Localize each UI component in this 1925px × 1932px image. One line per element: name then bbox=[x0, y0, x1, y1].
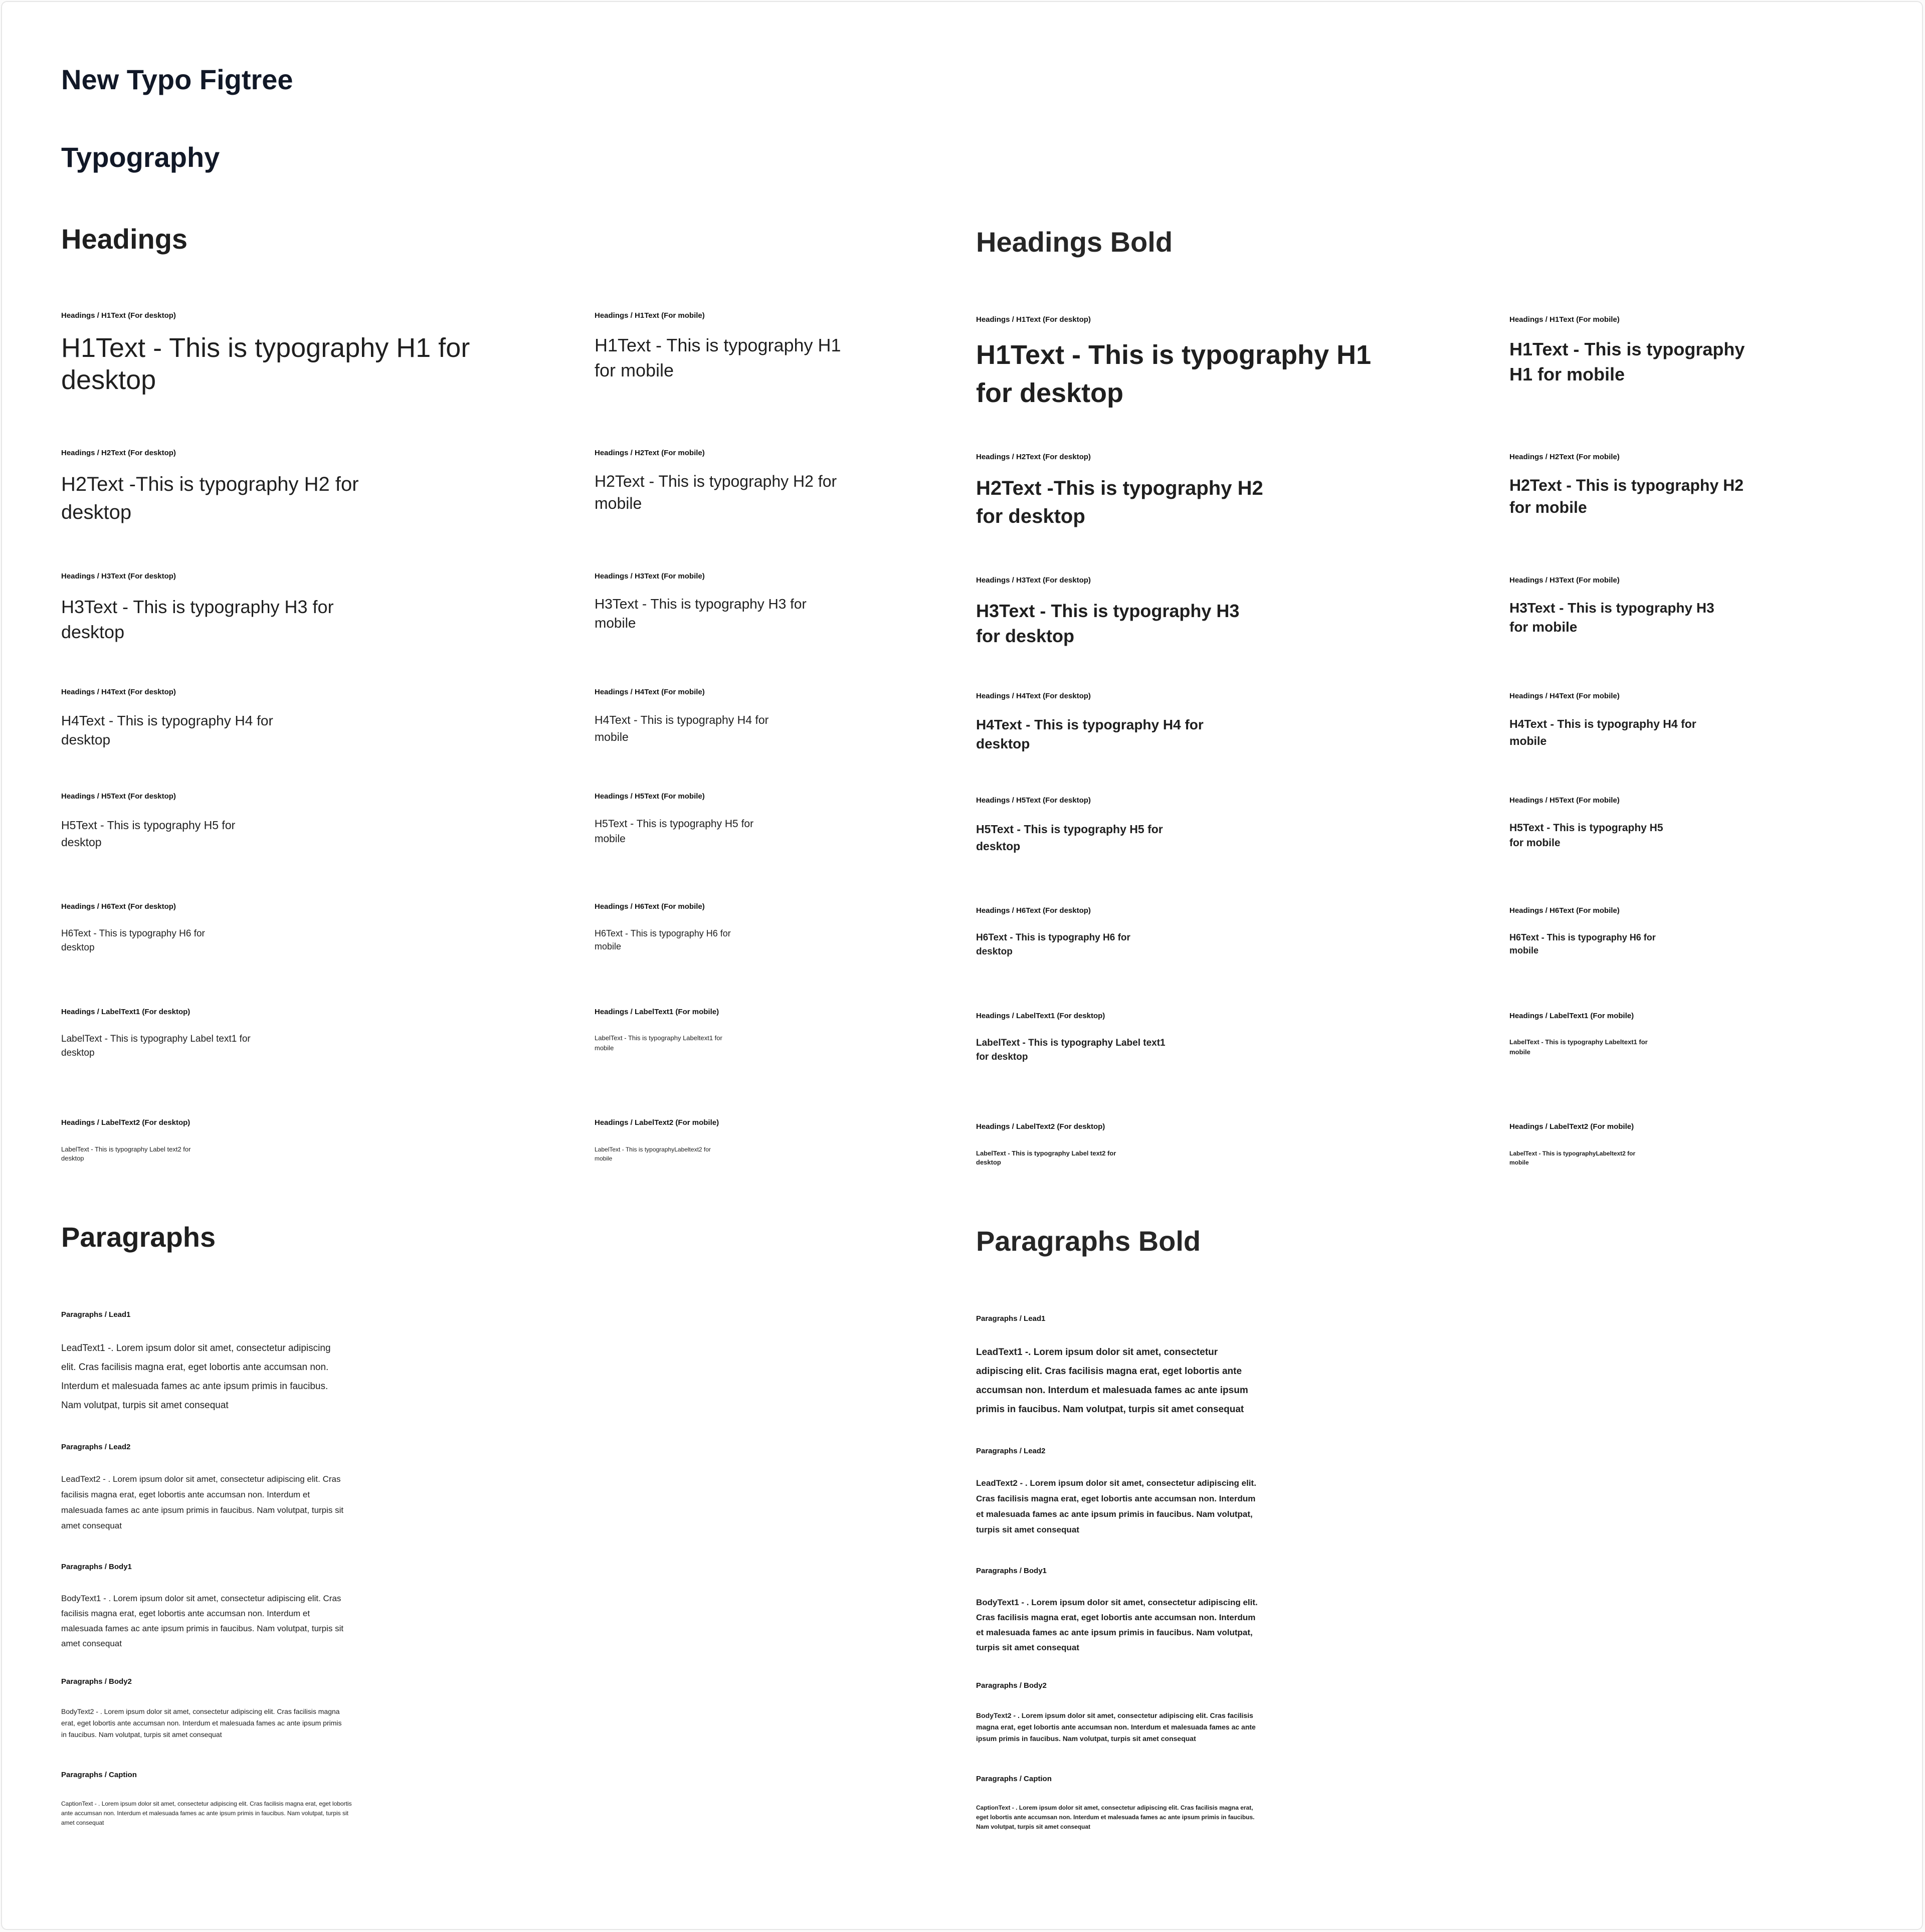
caption-bold-sample bbox=[976, 1775, 1407, 1832]
body1-text: BodyText1 - . Lorem ipsum dolor sit amet, consectetur adipiscing elit. Cras facilisis magna erat, eget lobortis ante accumsan non. Interdum et malesuada fames ac ante ipsum primis in faucibus. Nam volutpat, turpis sit amet consequat bbox=[61, 1594, 344, 1648]
caption-sample bbox=[61, 1771, 492, 1828]
headings-section-title: Headings bbox=[61, 223, 188, 255]
style-label: Headings / H5Text (For desktop) bbox=[61, 792, 176, 801]
style-label: Headings / H1Text (For mobile) bbox=[1509, 315, 1620, 324]
h4-desktop-text: H4Text - This is typography H4 for desktop bbox=[61, 713, 273, 747]
style-label: Headings / H3Text (For desktop) bbox=[976, 576, 1091, 585]
lead1-bold-sample bbox=[976, 1314, 1407, 1419]
label1-desktop-text: LabelText - This is typography Label text1 for desktop bbox=[61, 1034, 251, 1058]
label2-bold-desktop-text: LabelText - This is typography Label text2 for desktop bbox=[976, 1149, 1116, 1166]
h3-bold-mobile-text: H3Text - This is typography H3 for mobile bbox=[1509, 600, 1714, 635]
label1-mobile-sample bbox=[595, 1008, 1026, 1053]
style-label: Paragraphs / Caption bbox=[61, 1771, 137, 1779]
h6-mobile-sample bbox=[595, 902, 1026, 953]
h4-bold-mobile-sample bbox=[1509, 692, 1925, 749]
h4-bold-desktop-sample bbox=[976, 692, 1407, 753]
h4-bold-mobile-text: H4Text - This is typography H4 for mobile bbox=[1509, 717, 1696, 747]
h1-bold-mobile-sample bbox=[1509, 315, 1925, 387]
lead1-text: LeadText1 -. Lorem ipsum dolor sit amet, consectetur adipiscing elit. Cras facilisis magna erat, eget lobortis ante accumsan non. Interdum et malesuada fames ac ante ipsum primis in faucibus. Nam volutpat, turpis sit amet consequat bbox=[61, 1343, 331, 1411]
style-label: Paragraphs / Caption bbox=[976, 1775, 1052, 1783]
style-label: Headings / H2Text (For mobile) bbox=[1509, 453, 1620, 461]
h1-bold-desktop-sample bbox=[976, 315, 1407, 412]
h5-bold-desktop-sample bbox=[976, 796, 1407, 855]
style-label: Headings / LabelText1 (For mobile) bbox=[595, 1008, 719, 1016]
label1-bold-mobile-text: LabelText - This is typography Labeltext1 for mobile bbox=[1509, 1038, 1648, 1056]
typography-title: Typography bbox=[61, 141, 220, 173]
paragraphs-section-title: Paragraphs bbox=[61, 1221, 216, 1253]
style-label: Headings / LabelText2 (For mobile) bbox=[1509, 1122, 1634, 1131]
body2-sample bbox=[61, 1677, 492, 1741]
style-label: Headings / H4Text (For mobile) bbox=[1509, 692, 1620, 700]
lead1-bold-text: LeadText1 -. Lorem ipsum dolor sit amet, consectetur adipiscing elit. Cras facilisis magna erat, eget lobortis ante accumsan non. Interdum et malesuada fames ac ante ipsum primis in faucibus. Nam volutpat, turpis sit amet consequat bbox=[976, 1347, 1248, 1415]
h1-desktop-text: H1Text - This is typography H1 for desktop bbox=[61, 333, 470, 395]
label2-desktop-text: LabelText - This is typography Label text2 for desktop bbox=[61, 1145, 191, 1162]
lead2-bold-text: LeadText2 - . Lorem ipsum dolor sit amet, consectetur adipiscing elit. Cras facilisis magna erat, eget lobortis ante accumsan non. Interdum et malesuada fames ac ante ipsum primis in faucibus. Nam volutpat, turpis sit amet consequat bbox=[976, 1478, 1256, 1534]
label2-mobile-sample bbox=[595, 1118, 1026, 1163]
style-label: Headings / H1Text (For desktop) bbox=[976, 315, 1091, 324]
label2-bold-mobile-sample bbox=[1509, 1122, 1925, 1167]
label1-bold-desktop-sample bbox=[976, 1012, 1407, 1064]
h1-bold-mobile-text: H1Text - This is typography H1 for mobile bbox=[1509, 339, 1745, 384]
label1-desktop-sample bbox=[61, 1008, 492, 1060]
h2-bold-desktop-text: H2Text -This is typography H2 for desktop bbox=[976, 477, 1263, 527]
h2-bold-mobile-text: H2Text - This is typography H2 for mobile bbox=[1509, 476, 1744, 516]
style-label: Headings / H5Text (For desktop) bbox=[976, 796, 1091, 805]
h3-mobile-text: H3Text - This is typography H3 for mobile bbox=[595, 596, 807, 631]
h4-mobile-sample bbox=[595, 688, 1026, 745]
style-label: Headings / H2Text (For mobile) bbox=[595, 449, 705, 457]
h5-bold-mobile-sample bbox=[1509, 796, 1925, 851]
caption-bold-text: CaptionText - . Lorem ipsum dolor sit amet, consectetur adipiscing elit. Cras facilisis magna erat, eget lobortis ante accumsan non. Interdum et malesuada fames ac ante ipsum primis in faucibus. Nam volutpat, turpis sit amet consequat bbox=[976, 1804, 1255, 1830]
h2-desktop-sample bbox=[61, 449, 492, 526]
h3-desktop-text: H3Text - This is typography H3 for desktop bbox=[61, 597, 334, 642]
h6-desktop-sample bbox=[61, 902, 492, 955]
style-label: Headings / H4Text (For desktop) bbox=[976, 692, 1091, 700]
headings-bold-section-title: Headings Bold bbox=[976, 226, 1173, 258]
h3-bold-desktop-text: H3Text - This is typography H3 for desktop bbox=[976, 601, 1240, 646]
style-label: Headings / H3Text (For desktop) bbox=[61, 572, 176, 581]
style-label: Headings / LabelText1 (For desktop) bbox=[976, 1012, 1105, 1020]
h1-bold-desktop-text: H1Text - This is typography H1 for desktop bbox=[976, 340, 1372, 408]
body2-bold-sample bbox=[976, 1681, 1407, 1745]
h2-mobile-sample bbox=[595, 449, 1026, 514]
style-label: Headings / H2Text (For desktop) bbox=[61, 449, 176, 457]
h6-bold-desktop-text: H6Text - This is typography H6 for desktop bbox=[976, 932, 1130, 957]
h3-mobile-sample bbox=[595, 572, 1026, 633]
h4-bold-desktop-text: H4Text - This is typography H4 for desktop bbox=[976, 717, 1204, 751]
h4-desktop-sample bbox=[61, 688, 492, 749]
style-label: Headings / H6Text (For desktop) bbox=[61, 902, 176, 911]
style-label: Headings / H4Text (For mobile) bbox=[595, 688, 705, 696]
label2-bold-mobile-text: LabelText - This is typographyLabeltext2 for mobile bbox=[1509, 1150, 1636, 1166]
style-label: Headings / LabelText1 (For mobile) bbox=[1509, 1012, 1634, 1020]
style-label: Paragraphs / Lead1 bbox=[61, 1310, 131, 1319]
body1-bold-sample bbox=[976, 1567, 1407, 1655]
h5-desktop-sample bbox=[61, 792, 492, 851]
style-label: Paragraphs / Lead1 bbox=[976, 1314, 1046, 1323]
label2-desktop-sample bbox=[61, 1118, 492, 1163]
h1-desktop-sample bbox=[61, 311, 492, 396]
label1-bold-desktop-text: LabelText - This is typography Label text1 for desktop bbox=[976, 1038, 1166, 1062]
style-label: Headings / H3Text (For mobile) bbox=[595, 572, 705, 581]
label2-mobile-text: LabelText - This is typographyLabeltext2 for mobile bbox=[595, 1146, 711, 1162]
h2-bold-desktop-sample bbox=[976, 453, 1407, 530]
h5-mobile-text: H5Text - This is typography H5 for mobile bbox=[595, 818, 754, 845]
design-board bbox=[1, 1, 1923, 1930]
label2-bold-desktop-sample bbox=[976, 1122, 1407, 1167]
lead1-sample bbox=[61, 1310, 492, 1415]
style-label: Paragraphs / Body1 bbox=[61, 1563, 132, 1571]
paragraphs-bold-section-title: Paragraphs Bold bbox=[976, 1225, 1201, 1257]
style-label: Headings / H4Text (For desktop) bbox=[61, 688, 176, 696]
h4-mobile-text: H4Text - This is typography H4 for mobile bbox=[595, 713, 769, 743]
lead2-text: LeadText2 - . Lorem ipsum dolor sit amet, consectetur adipiscing elit. Cras facilisis magna erat, eget lobortis ante accumsan non. Interdum et malesuada fames ac ante ipsum primis in faucibus. Nam volutpat, turpis sit amet consequat bbox=[61, 1474, 344, 1530]
body1-bold-text: BodyText1 - . Lorem ipsum dolor sit amet, consectetur adipiscing elit. Cras facilisis magna erat, eget lobortis ante accumsan non. Interdum et malesuada fames ac ante ipsum primis in faucibus. Nam volutpat, turpis sit amet consequat bbox=[976, 1598, 1258, 1652]
style-label: Paragraphs / Lead2 bbox=[61, 1443, 131, 1451]
style-label: Paragraphs / Body1 bbox=[976, 1567, 1047, 1575]
h2-bold-mobile-sample bbox=[1509, 453, 1925, 518]
style-label: Paragraphs / Body2 bbox=[61, 1677, 132, 1686]
h3-desktop-sample bbox=[61, 572, 492, 645]
style-label: Headings / LabelText2 (For mobile) bbox=[595, 1118, 719, 1127]
h3-bold-mobile-sample bbox=[1509, 576, 1925, 637]
caption-text: CaptionText - . Lorem ipsum dolor sit amet, consectetur adipiscing elit. Cras facilisis magna erat, eget lobortis ante accumsan non. Interdum et malesuada fames ac ante ipsum primis in faucibus. Nam volutpat, turpis sit amet consequat bbox=[61, 1800, 352, 1826]
style-label: Headings / LabelText1 (For desktop) bbox=[61, 1008, 190, 1016]
style-label: Headings / H3Text (For mobile) bbox=[1509, 576, 1620, 585]
h1-mobile-sample bbox=[595, 311, 1026, 383]
h2-mobile-text: H2Text - This is typography H2 for mobile bbox=[595, 472, 837, 512]
lead2-sample bbox=[61, 1443, 492, 1533]
body2-text: BodyText2 - . Lorem ipsum dolor sit amet, consectetur adipiscing elit. Cras facilisis magna erat, eget lobortis ante accumsan non. Interdum et malesuada fames ac ante ipsum primis in faucibus. Nam volutpat, turpis sit amet consequat bbox=[61, 1707, 342, 1738]
label1-bold-mobile-sample bbox=[1509, 1012, 1925, 1057]
style-label: Headings / H1Text (For desktop) bbox=[61, 311, 176, 320]
style-label: Headings / H6Text (For desktop) bbox=[976, 906, 1091, 915]
h5-bold-desktop-text: H5Text - This is typography H5 for desktop bbox=[976, 823, 1163, 853]
h2-desktop-text: H2Text -This is typography H2 for desktop bbox=[61, 473, 359, 523]
style-label: Headings / H6Text (For mobile) bbox=[1509, 906, 1620, 915]
h6-bold-mobile-text: H6Text - This is typography H6 for mobile bbox=[1509, 932, 1656, 955]
h1-mobile-text: H1Text - This is typography H1 for mobile bbox=[595, 335, 841, 380]
style-label: Headings / H6Text (For mobile) bbox=[595, 902, 705, 911]
label1-mobile-text: LabelText - This is typography Labeltext1 for mobile bbox=[595, 1034, 722, 1052]
page-title: New Typo Figtree bbox=[61, 64, 293, 95]
style-label: Headings / LabelText2 (For desktop) bbox=[61, 1118, 190, 1127]
lead2-bold-sample bbox=[976, 1447, 1407, 1537]
style-label: Headings / H5Text (For mobile) bbox=[1509, 796, 1620, 805]
h6-mobile-text: H6Text - This is typography H6 for mobile bbox=[595, 928, 731, 951]
body2-bold-text: BodyText2 - . Lorem ipsum dolor sit amet, consectetur adipiscing elit. Cras facilisis magna erat, eget lobortis ante accumsan non. Interdum et malesuada fames ac ante ipsum primis in faucibus. Nam volutpat, turpis sit amet consequat bbox=[976, 1711, 1256, 1743]
h5-desktop-text: H5Text - This is typography H5 for desktop bbox=[61, 819, 236, 849]
style-label: Headings / H1Text (For mobile) bbox=[595, 311, 705, 320]
h6-bold-mobile-sample bbox=[1509, 906, 1925, 957]
style-label: Headings / LabelText2 (For desktop) bbox=[976, 1122, 1105, 1131]
h3-bold-desktop-sample bbox=[976, 576, 1407, 649]
h5-bold-mobile-text: H5Text - This is typography H5 for mobile bbox=[1509, 822, 1663, 849]
h6-desktop-text: H6Text - This is typography H6 for desktop bbox=[61, 928, 205, 953]
style-label: Headings / H5Text (For mobile) bbox=[595, 792, 705, 801]
body1-sample bbox=[61, 1563, 492, 1651]
h5-mobile-sample bbox=[595, 792, 1026, 847]
style-label: Paragraphs / Body2 bbox=[976, 1681, 1047, 1690]
style-label: Paragraphs / Lead2 bbox=[976, 1447, 1046, 1455]
h6-bold-desktop-sample bbox=[976, 906, 1407, 959]
style-label: Headings / H2Text (For desktop) bbox=[976, 453, 1091, 461]
